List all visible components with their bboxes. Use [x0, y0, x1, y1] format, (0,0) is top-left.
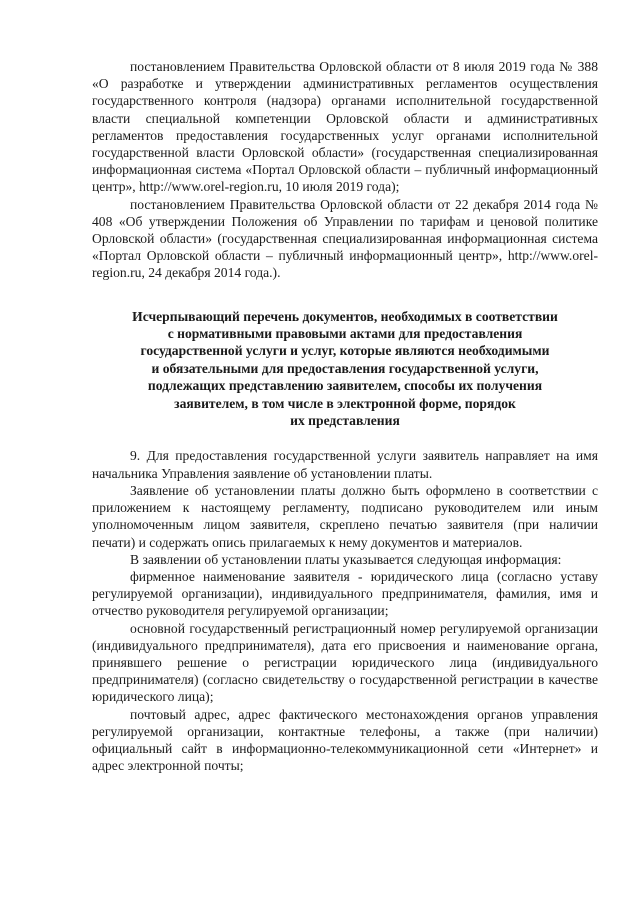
body-paragraph-2: Заявление об установлении платы должно быть оформлено в соответствии с приложением к настоящему регламенту, подписано руководителем или иным уполномоченным лицом заявителя, скреплено печатью заявителя (при наличии печати) и содержать опись прилагаемых к нему документов и материалов.: [92, 482, 598, 550]
body-paragraph-5: основной государственный регистрационный номер регулируемой организации (индивидуального предпринимателя), дата его присвоения и наименование органа, принявшего решение о регистрации юридического лица (индивидуального предпринимателя) (согласно свидетельству о государственной регистрации в качестве юридического лица);: [92, 620, 598, 705]
body-paragraph-3: В заявлении об установлении платы указывается следующая информация:: [130, 551, 562, 567]
heading-line: государственной услуги и услуг, которые являются необходимыми: [140, 343, 550, 359]
section-heading: [92, 308, 598, 430]
heading-line: с нормативными правовыми актами для предоставления: [167, 326, 523, 342]
heading-line: подлежащих представлению заявителем, способы их получения: [147, 378, 543, 394]
body-paragraph-1: 9. Для предоставления государственной услуги заявитель направляет на имя начальника Управления заявление об установлении платы.: [92, 448, 598, 481]
heading-line: Исчерпывающий перечень документов, необходимых в соответствии: [132, 308, 558, 324]
heading-line: их представления: [290, 413, 400, 429]
heading-line: заявителем, в том числе в электронной форме, порядок: [174, 395, 516, 411]
document-page: [92, 58, 598, 774]
body-paragraph-4: фирменное наименование заявителя - юридического лица (согласно уставу регулируемой организации), индивидуального предпринимателя, фамилия, имя и отчество руководителя регулируемой организации;: [92, 568, 598, 619]
body-paragraph-6: почтовый адрес, адрес фактического местонахождения органов управления регулируемой организации, контактные телефоны, а также (при наличии) официальный сайт в информационно-телекоммуникационной сети «Интернет» и адрес электронной почты;: [92, 706, 598, 774]
intro-paragraph-2: постановлением Правительства Орловской области от 22 декабря 2014 года № 408 «Об утверждении Положения об Управлении по тарифам и ценовой политике Орловской области» (государственная специализированная информационная система «Портал Орловской области – публичный информационный центр», http://www.orel-region.ru, 24 декабря 2014 года.).: [92, 196, 598, 281]
heading-line: и обязательными для предоставления государственной услуги,: [151, 360, 539, 376]
intro-paragraph-1: постановлением Правительства Орловской области от 8 июля 2019 года № 388 «О разработке и утверждении административных регламентов осуществления государственного контроля (надзора) органами исполнительной государственной власти специальной компетенции Орловской области и административных регламентов предоставления государственных услуг органами исполнительной государственной власти Орловской области» (государственная специализированная информационная система «Портал Орловской области – публичный информационный центр», http://www.orel-region.ru, 10 июля 2019 года);: [92, 59, 598, 195]
